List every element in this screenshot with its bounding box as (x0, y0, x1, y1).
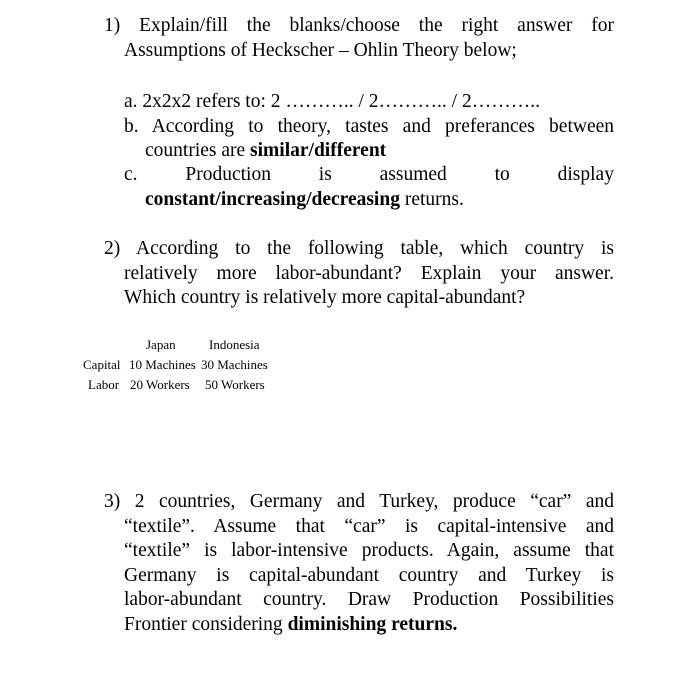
q1-c-word: assumed (379, 164, 447, 185)
q1-c-word: to (494, 164, 510, 185)
q3-line-2: “textile”. Assume that “car” is capital-intensive and (124, 516, 614, 537)
q1-line-1: 1) Explain/fill the blanks/choose the right answer for (104, 15, 614, 36)
q2-line-2: relatively more labor-abundant? Explain your answer. (124, 263, 614, 284)
q1-item-b-line-1: b. According to theory, tastes and preferances between (124, 116, 614, 137)
q2-line-3: Which country is relatively more capital-abundant? (124, 287, 526, 308)
table-cell-japan-capital: 10 Machines (129, 357, 196, 372)
table-row-label-capital: Capital (83, 357, 121, 372)
q3-line-6-emphasis: diminishing returns. (287, 614, 458, 635)
factor-table (0, 334, 400, 404)
q1-line-2: Assumptions of Heckscher – Ohlin Theory below; (124, 40, 517, 61)
q1-item-c-line-1 (124, 163, 614, 188)
q1-item-c-line-2 (145, 188, 615, 213)
q1-item-c-text: returns. (399, 189, 464, 210)
table-cell-indonesia-labor: 50 Workers (205, 377, 265, 392)
q3-line-1: 3) 2 countries, Germany and Turkey, produce “car” and (104, 491, 614, 512)
q1-c-word: c. (124, 164, 138, 185)
q1-item-c-choice: constant/increasing/decreasing (145, 189, 400, 210)
q2-line-1: 2) According to the following table, which country is (104, 238, 614, 259)
q3-line-5: labor-abundant country. Draw Production Possibilities (124, 589, 614, 610)
table-header-indonesia: Indonesia (209, 337, 260, 352)
q3-line-3: “textile” is labor-intensive products. Again, assume that (124, 540, 614, 561)
table-row-label-labor: Labor (88, 377, 120, 392)
q1-item-a: a. 2x2x2 refers to: 2 ……….. / 2……….. / 2……….. (124, 91, 540, 112)
table-cell-japan-labor: 20 Workers (130, 377, 190, 392)
question-1 (104, 14, 614, 39)
q1-c-word: Production (185, 164, 271, 185)
q3-line-6 (124, 613, 614, 638)
q1-c-word: is (318, 164, 332, 185)
table-cell-indonesia-capital: 30 Machines (201, 357, 268, 372)
q3-line-4: Germany is capital-abundant country and Turkey is (124, 565, 614, 586)
q1-item-b-line-2 (145, 139, 615, 164)
q1-item-b-text: countries are (145, 140, 251, 161)
q3-line-6-text: Frontier considering (124, 614, 288, 635)
q1-c-word: display (557, 164, 614, 185)
table-header-japan: Japan (146, 337, 176, 352)
q1-item-b-choice: similar/different (250, 140, 387, 161)
